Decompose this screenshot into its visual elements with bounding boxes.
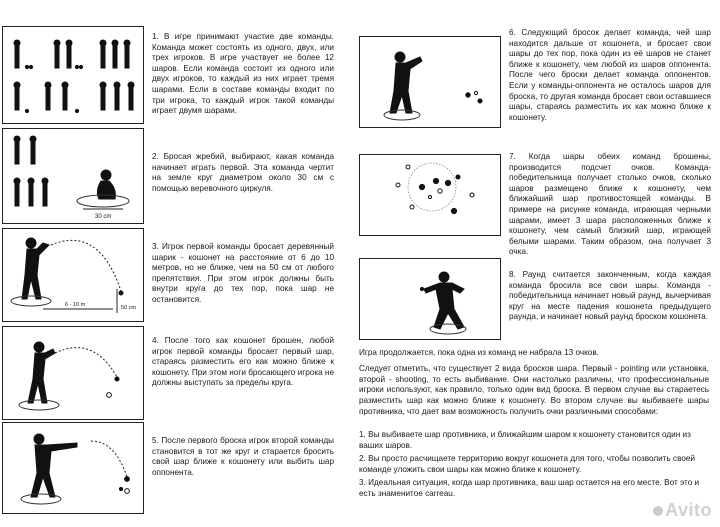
step-3-figure [2, 228, 144, 322]
watermark-text: Avito [665, 500, 712, 520]
step-2-text: 2. Бросая жребий, выбирают, какая команда начинает играть первой. Эта команда чертит на земле круг диаметром около 30 см с помощью веревочного циркуля. [152, 152, 334, 193]
step-5-text: 5. После первого броска игрок второй команды становится в тот же круг и старается бросить свой шар ближе к кошонету или выбить шар оппонента. [152, 436, 334, 477]
body-item-1: 1. Вы выбиваете шар противника, и ближайшим шаром к кошонету становится один из ваших шаров. [359, 430, 691, 450]
body-item-3: 3. Идеальная ситуация, когда шар противника, ваш шар остается на его месте. Вот это и есть знаменитое carreau. [359, 478, 700, 498]
step-3-figure-label-obstacle: 50 cm [121, 305, 136, 311]
step-1-figure [2, 26, 144, 124]
avito-logo-icon [653, 506, 663, 516]
step-4-text: 4. После того как кошонет брошен, любой игрок первой команды бросает первый шар, стараясь разместить его как можно ближе к кошонету. При этом ноги бросающего игрока не должны выступать за пределы круга. [152, 336, 334, 388]
step-6-figure [359, 36, 501, 128]
step-1-text: 1. В игре принимают участие две команды. Команда может состоять из одного, двух, или трех игроков. В игре участвует не более 12 шаров. Если команда состоит из одного или двух игроков, то каждый из них играет тремя шарами. Если в составе команды входит по три игрока, то каждый игрок такой команды играет двумя шарами. [152, 32, 334, 116]
step-7-text: 7. Когда шары обеих команд брошены, производится подсчет очков. Команда-победительница получает столько очков, сколько шаров размещено ближе к кошонету, чем ближайший шар противостоящей команды. В примере на рисунке команда, играющая черными шарами, имеет 3 шара расположенных ближе к кошонету, чем самый близкий шар, играющей белыми шарами. Таким образом, она получает 3 очка. [509, 152, 711, 257]
step-3-figure-label-distance: 6 - 10 m [65, 302, 86, 308]
step-8-text: 8. Раунд считается законченным, когда каждая команда бросила все свои шары. Команда - победительница начинает новый раунд, вычерчивая круг на месте падения кошонета предыдущего раунда, и начинает новый раунд броском кошонета. [509, 270, 711, 322]
avito-watermark [653, 500, 712, 521]
body-paragraph-1: Игра продолжается, пока одна из команд не набрала 13 очков. [359, 348, 599, 357]
step-7-figure [359, 154, 501, 236]
step-2-figure [2, 128, 144, 224]
step-4-figure [2, 326, 144, 420]
body-item-2: 2. Вы просто расчищаете территорию вокруг кошонета для того, чтобы позволить своей команде уложить свои шары как можно ближе к кошонету. [359, 454, 696, 474]
step-5-figure [2, 422, 144, 514]
step-2-figure-label: 30 cm [95, 214, 112, 220]
body-paragraph-2: Следует отметить, что существует 2 вида бросков шара. Первый - pointing или установка, второй - shooting, то есть выбивание. Они настолько различны, что профессиональные игроки используют, как правило, только один вид броска. В первом случае вы стараетесь разместить шар как можно ближе к кошонету. Во втором случае вы выбиваете шары противника, что дает вам возможность получить очки различными способами: [359, 364, 709, 416]
step-6-text: 6. Следующий бросок делает команда, чей шар находится дальше от кошонета, и бросает свои шары до тех пор, пока один из её шаров не станет ближе к кошонету, чем любой из шаров оппонента. После чего броски делает команда оппонентов. Если у команды-оппонента не осталось шаров для броска, то другая команда бросает свои оставшиеся шары, стараясь разместить их как можно ближе к кошонету. [509, 28, 711, 122]
step-8-figure [359, 258, 501, 340]
step-3-text: 3. Игрок первой команды бросает деревянный шарик - кошонет на расстояние от 6 до 10 метров, но не ближе, чем на 50 см от любого препятствия. При этом игрок должны быть внутри круга до тех пор, пока шар не остановится. [152, 242, 334, 304]
